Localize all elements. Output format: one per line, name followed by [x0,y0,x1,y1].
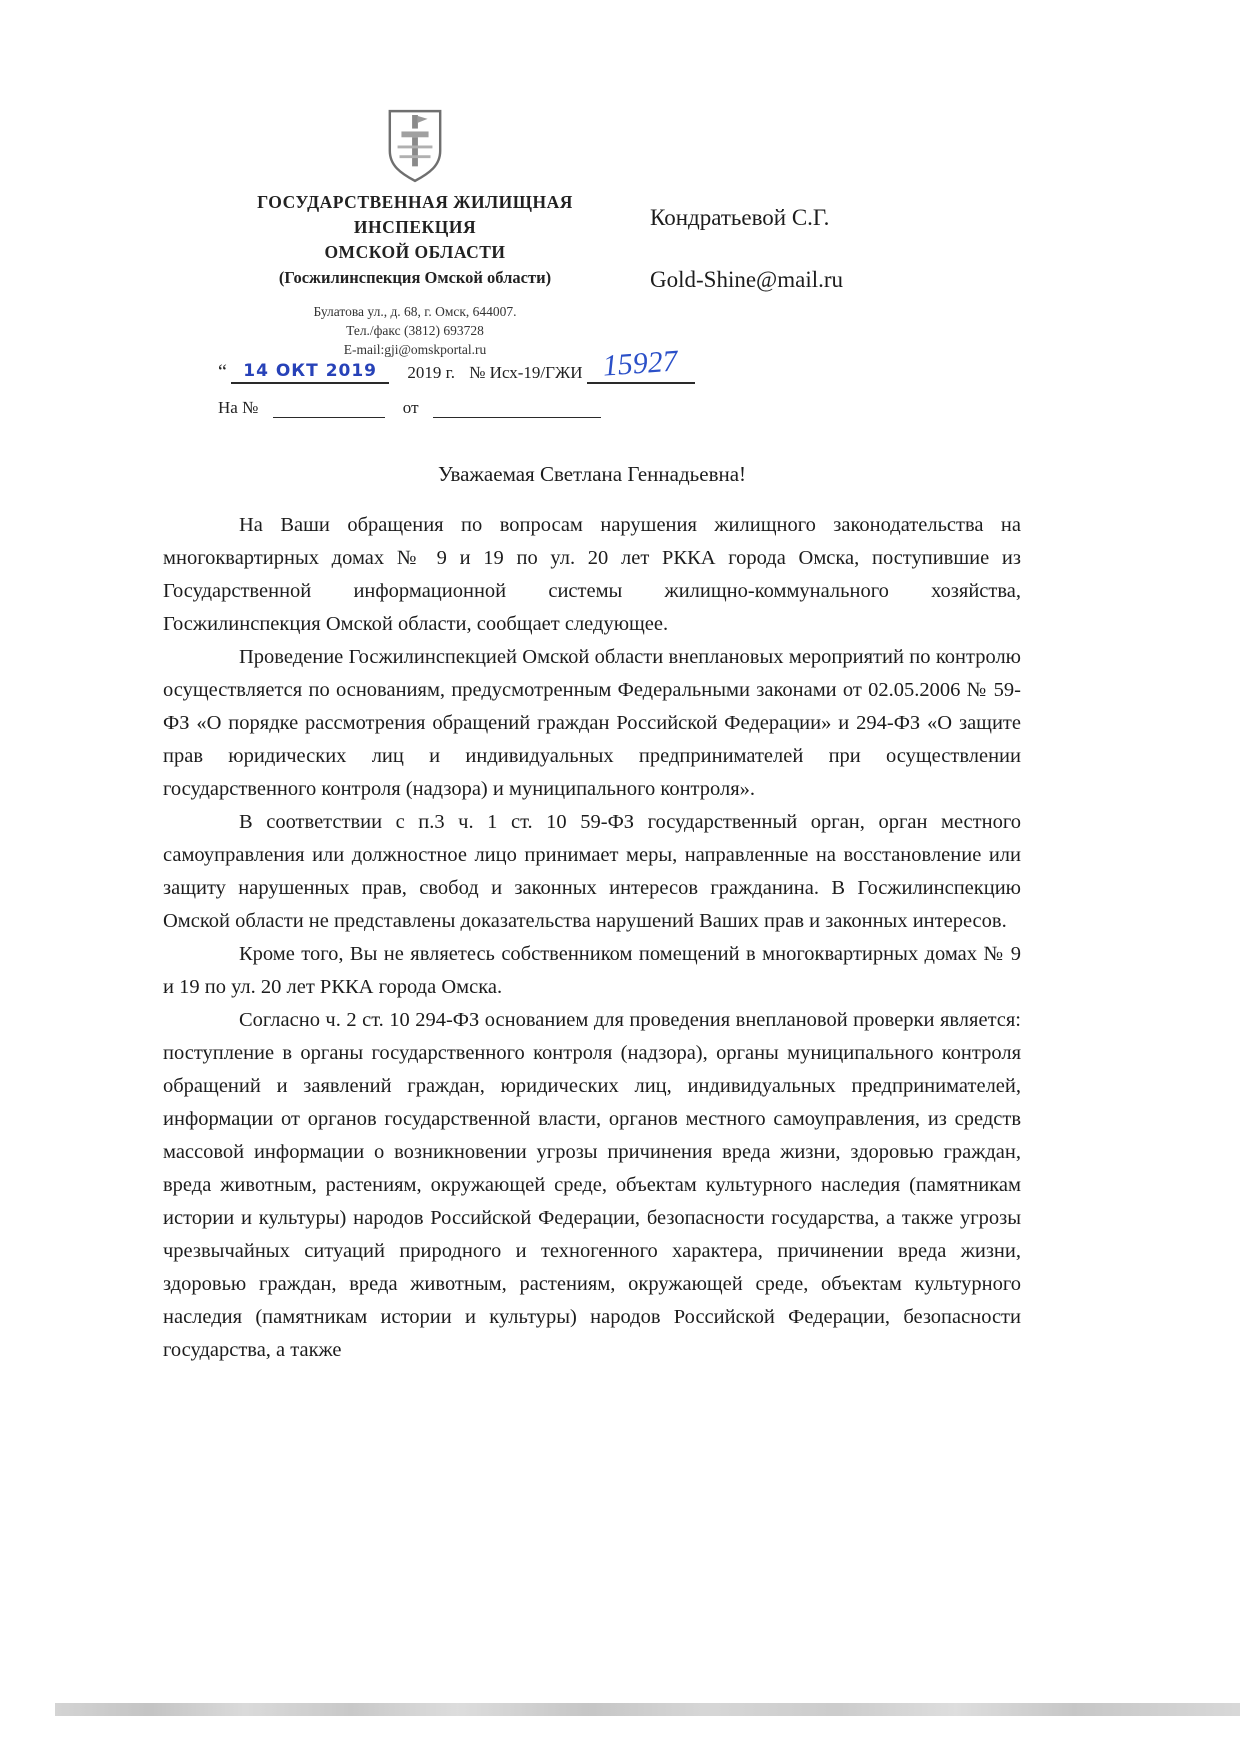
reply-date-blank [433,401,601,418]
handwritten-number: 15927 [601,344,679,383]
outgoing-number-label: № Исх-19/ГЖИ [469,363,583,382]
quote-mark: “ [218,361,227,383]
body-paragraph: Проведение Госжилинспекцией Омской области внеплановых мероприятий по контролю осуществляется по основаниям, предусмотренным Федеральными законами от 02.05.2006 № 59-ФЗ «О порядке рассмотрения обращений граждан Российской Федерации» и 294-ФЗ «О защите прав юридических лиц и индивидуальных предпринимателей при осуществлении государственного контроля (надзора) и муниципального контроля». [163,646,1021,800]
recipient-block [650,205,980,293]
date-stamp: 14 ОКТ 2019 [243,361,378,381]
date-stamp-slot [231,361,389,384]
organization-short-name: (Госжилинспекция Омской области) [278,268,552,287]
body-paragraph: В соответствии с п.3 ч. 1 ст. 10 59-ФЗ государственный орган, орган местного самоуправления или должностное лицо принимает меры, направленные на восстановление или защиту нарушенных прав, свобод и законных интересов гражданина. В Госжилинспекцию Омской области не представлены доказательства нарушений Ваших прав и законных интересов. [163,811,1021,932]
reply-number-blank [273,401,385,418]
reply-ot-label: от [402,398,419,417]
letterhead [225,108,605,359]
organization-name [225,190,605,265]
org-email: E-mail:gji@omskportal.ru [343,342,487,357]
org-name-line2: ИНСПЕКЦИЯ [353,217,477,237]
salutation: Уважаемая Светлана Геннадьевна! [437,462,747,486]
contact-block [225,302,605,359]
org-phone: Тел./факс (3812) 693728 [346,323,484,338]
org-name-line1: ГОСУДАРСТВЕННАЯ ЖИЛИЩНАЯ [257,192,573,212]
coat-of-arms-icon [384,108,446,184]
body-paragraph: Кроме того, Вы не являетесь собственником помещений в многоквартирных домах № 9 и 19 по ул. 20 лет РККА города Омска. [163,943,1021,998]
reply-reference-line [218,398,678,418]
recipient-email: Gold-Shine@mail.ru [650,267,844,292]
reply-na-label: На № [218,398,259,417]
org-address: Булатова ул., д. 68, г. Омск, 644007. [313,304,517,319]
recipient-name: Кондратьевой С.Г. [650,205,830,230]
org-name-line3: ОМСКОЙ ОБЛАСТИ [324,242,506,262]
body-paragraph: На Ваши обращения по вопросам нарушения жилищного законодательства на многоквартирных домах № 9 и 19 по ул. 20 лет РККА города Омска, поступившие из Государственной информационной системы жилищно-коммунального хозяйства, Госжилинспекция Омской области, сообщает следующее. [163,514,1021,635]
letter-body [163,462,1021,1367]
body-paragraph: Согласно ч. 2 ст. 10 294-ФЗ основанием для проведения внеплановой проверки является: поступление в органы государственного контроля (надзора), органы муниципального контроля обращений и заявлений граждан, юридических лиц, индивидуальных предпринимателей, информации от органов государственной власти, органов местного самоуправления, из средств массовой информации о возникновении угрозы причинения вреда жизни, здоровью граждан, вреда животным, растениям, окружающей среде, объектам культурного наследия (памятникам истории и культуры) народов Российской Федерации, безопасности государства, а также угрозы чрезвычайных ситуаций природного и техногенного характера, причинении вреда жизни, здоровью граждан, вреда животным, растениям, окружающей среде, объектам культурного наследия (памятникам истории и культуры) народов Российской Федерации, безопасности государства, а также [163,1009,1021,1361]
year-suffix: 2019 г. [407,363,455,382]
scan-artifact-bar [55,1703,1240,1716]
outgoing-number-slot [587,344,695,384]
